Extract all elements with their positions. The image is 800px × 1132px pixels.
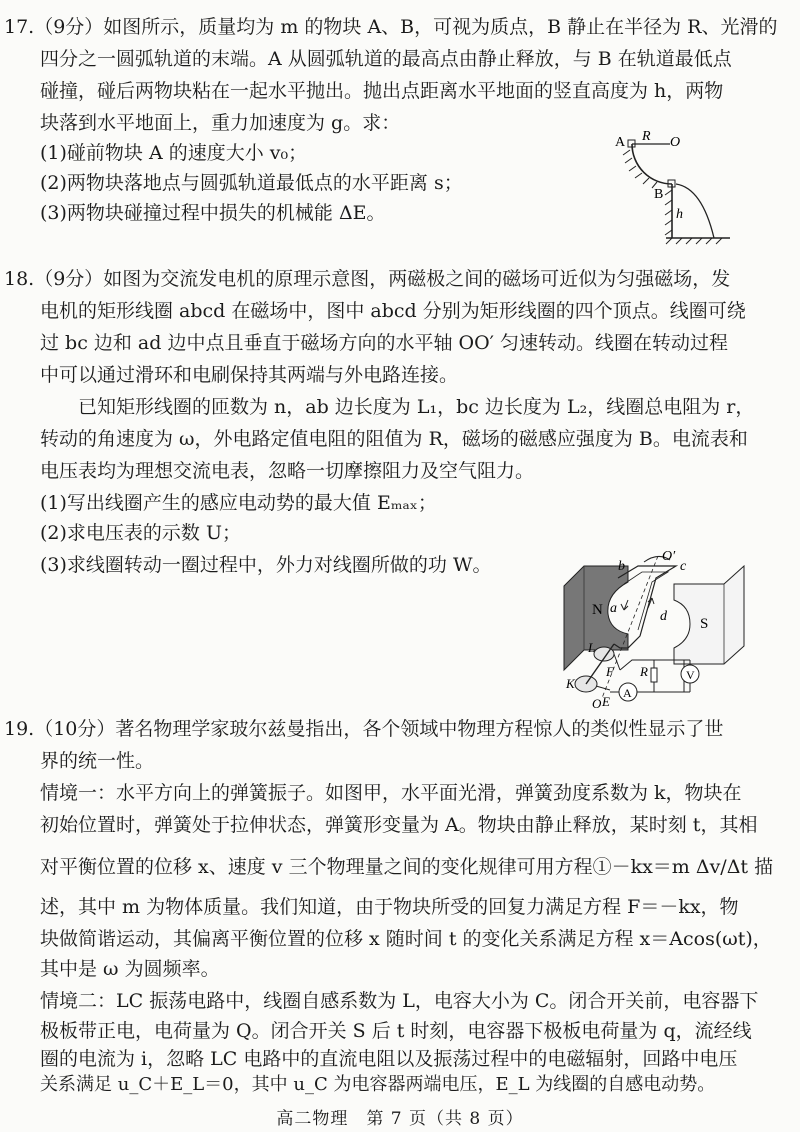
q18-line-1: 18.（9分）如图为交流发电机的原理示意图，两磁极之间的磁场可近似为匀强磁场，发 (4, 268, 731, 290)
q18-generator-figure (562, 548, 752, 711)
q19-line-9: 情境二：LC 振荡电路中，线圈自感系数为 L，电容大小为 C。闭合开关前，电容器下 (40, 990, 759, 1012)
q17-label-o: O (670, 135, 681, 150)
q18-label-l: L (588, 640, 596, 655)
q18-item-2: (2)求电压表的示数 U； (40, 522, 241, 544)
q18-item-1: (1)写出线圈产生的感应电动势的最大值 Eₘₐₓ； (40, 492, 437, 514)
q19-line-1: 19.（10分）著名物理学家玻尔兹曼指出，各个领域中物理方程惊人的类似性显示了世 (4, 718, 724, 740)
q19-line-8: 其中是 ω 为圆频率。 (40, 958, 220, 980)
q19-line-10: 极板带正电，电荷量为 Q。闭合开关 S 后 t 时刻，电容器下极板电荷量为 q，流经线 (40, 1020, 752, 1042)
q18-resistor (651, 668, 657, 682)
q19-line-12: 关系满足 u_C＋E_L＝0，其中 u_C 为电容器两端电压，E_L 为线圈的自感电动势。 (40, 1074, 716, 1095)
q18-label-a: a (610, 601, 617, 616)
q19-line-3: 情境一：水平方向上的弹簧振子。如图甲，水平面光滑，弹簧劲度系数为 k，物块在 (40, 782, 742, 804)
q19-line-7: 块做简谐运动，其偏离平衡位置的位移 x 随时间 t 的变化关系满足方程 x＝Acos(ωt)， (40, 928, 772, 950)
q17-item-3: (3)两物块碰撞过程中损失的机械能 ΔE。 (40, 202, 386, 224)
q17-figure (610, 128, 750, 248)
q18-line-2: 电机的矩形线圈 abcd 在磁场中，图中 abcd 分别为矩形线圈的四个顶点。线圈可绕 (40, 300, 746, 322)
q19-line-5: 对平衡位置的位移 x、速度 v 三个物理量之间的变化规律可用方程①－kx＝m Δv/Δt 描 (40, 856, 774, 878)
q18-label-o: O (592, 696, 602, 711)
q18-line-5: 已知矩形线圈的匝数为 n，ab 边长度为 L₁，bc 边长度为 L₂，线圈总电阻为 r， (40, 396, 755, 418)
q19-line-2: 界的统一性。 (40, 750, 155, 772)
q18-line-4: 中可以通过滑环和电刷保持其两端与外电路连接。 (40, 364, 459, 386)
q17-item-1: (1)碰前物块 A 的速度大小 v₀； (40, 142, 308, 164)
q17-line-2: 四分之一圆弧轨道的末端。A 从圆弧轨道的最高点由静止释放，与 B 在轨道最低点 (40, 48, 732, 70)
q18-label-b: b (618, 559, 625, 574)
page-footer: 高二物理 第 7 页（共 8 页） (276, 1109, 524, 1129)
q18-item-3: (3)求线圈转动一圈过程中，外力对线圈所做的功 W。 (40, 554, 492, 576)
q18-label-c: c (680, 559, 687, 574)
q18-label-s: S (700, 616, 709, 632)
q18-line-7: 电压表均为理想交流电表，忽略一切摩擦阻力及空气阻力。 (40, 460, 535, 482)
q18-magnet-s (674, 566, 744, 664)
q18-label-d: d (660, 609, 667, 624)
q19-line-11: 圈的电流为 i，忽略 LC 电路中的直流电阻以及振荡过程中的电磁辐射，回路中电压 (40, 1048, 738, 1070)
q17-line-3: 碰撞，碰后两物块粘在一起水平抛出。抛出点距离水平地面的竖直高度为 h，两物 (40, 80, 724, 102)
q17-line-1: 17.（9分）如图所示，质量均为 m 的物块 A、B，可视为质点，B 静止在半径为 R、光滑的 (4, 16, 778, 38)
q18-label-e: E (602, 694, 610, 709)
q18-label-v: V (686, 668, 695, 682)
q17-item-2: (2)两物块落地点与圆弧轨道最低点的水平距离 s； (40, 172, 463, 194)
q19-line-6: 述，其中 m 为物体质量。我们知道，由于物块所受的回复力满足方程 F＝－kx，物 (40, 896, 739, 918)
q18-label-n: N (592, 602, 603, 618)
q18-label-o-prime: O′ (662, 549, 676, 564)
q19-line-4: 初始位置时，弹簧处于拉伸状态，弹簧形变量为 A。物块由静止释放，某时刻 t，其相 (40, 814, 758, 836)
q17-line-4: 块落到水平地面上，重力加速度为 g。求： (40, 112, 401, 134)
q18-label-r: R (640, 664, 648, 679)
q18-label-f: F (606, 664, 614, 679)
q18-line-6: 转动的角速度为 ω，外电路定值电阻的阻值为 R，磁场的磁感应强度为 B。电流表和 (40, 428, 748, 450)
q17-label-b: B (654, 187, 664, 202)
q18-line-3: 过 bc 边和 ad 边中点且垂直于磁场方向的水平轴 OO′ 匀速转动。线圈在转动过程 (40, 332, 729, 354)
q18-label-k: K (566, 676, 575, 691)
q17-arc-track (632, 144, 672, 184)
q18-label-amp: A (623, 686, 632, 700)
q17-label-h: h (676, 207, 683, 222)
q17-label-r: R (642, 129, 651, 144)
q17-label-a: A (615, 135, 626, 150)
